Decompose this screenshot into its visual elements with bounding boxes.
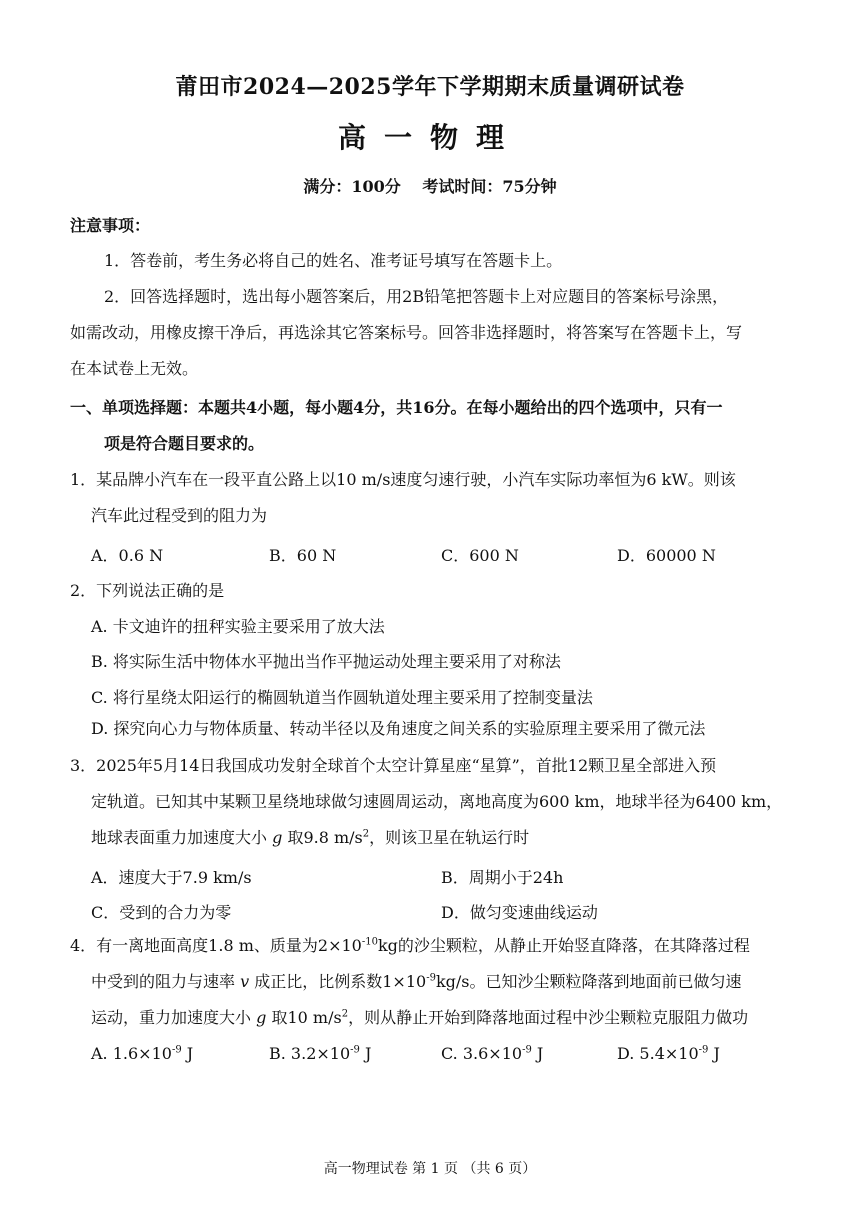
q4-d-exponent: -9 xyxy=(698,1044,709,1056)
q4-b-exponent: -9 xyxy=(350,1044,360,1056)
notice-item-1: 1．答卷前，考生务必将自己的姓名、准考证号填写在答题卡上。 xyxy=(104,251,563,270)
subject-title: 高一物理 xyxy=(337,121,522,154)
q4-symbol-v: v xyxy=(240,972,250,991)
page-footer: 高一物理试卷 第 1 页 （共 6 页） xyxy=(323,1161,537,1177)
q4-d-unit: J xyxy=(708,1044,720,1063)
q4-line3-text-a: 运动，重力加速度大小 xyxy=(91,1008,252,1027)
q4-line2-text-a: 中受到的阻力与速率 xyxy=(91,972,236,991)
question-4-line-2 xyxy=(91,972,742,992)
question-3-option-d: D．做匀变速曲线运动 xyxy=(441,903,598,922)
q4-c-mantissa: C. 3.6×10 xyxy=(441,1044,523,1063)
q4-line2-exponent: -9 xyxy=(426,972,436,984)
question-2-option-b: B. 将实际生活中物体水平抛出当作平抛运动处理主要采用了对称法 xyxy=(91,652,561,671)
question-4-option-b xyxy=(269,1044,371,1063)
question-2-option-c: C. 将行星绕太阳运行的椭圆轨道当作圆轨道处理主要采用了控制变量法 xyxy=(91,688,593,707)
q3-exponent: 2 xyxy=(362,828,370,840)
q4-c-unit: J xyxy=(531,1044,544,1063)
question-3-line-2: 定轨道。已知其中某颗卫星绕地球做匀速圆周运动，离地高度为600 km，地球半径为6400 km， xyxy=(91,792,783,811)
question-2-option-d: D. 探究向心力与物体质量、转动半径以及角速度之间关系的实验原理主要采用了微元法 xyxy=(91,719,706,738)
q4-line1-text-a: 4．有一离地面高度1.8 m、质量为2×10 xyxy=(70,936,362,955)
question-4-option-c xyxy=(441,1044,543,1063)
question-3-line-3 xyxy=(91,828,529,848)
notice-item-2-line-2: 如需改动，用橡皮擦干净后，再选涂其它答案标号。回答非选择题时，将答案写在答题卡上，写 xyxy=(70,323,743,342)
question-4-option-d xyxy=(617,1044,720,1063)
notice-heading: 注意事项： xyxy=(70,216,151,235)
notice-item-2-line-3: 在本试卷上无效。 xyxy=(70,359,199,378)
q4-line3-text-b: 取10 m/s xyxy=(271,1008,342,1027)
q3-line3-text-c: ，则该卫星在轨运行时 xyxy=(369,828,530,847)
q4-symbol-g: g xyxy=(256,1008,267,1027)
section-1-heading-line-2: 项是符合题目要求的。 xyxy=(104,434,265,453)
q4-line3-text-c: ，则从静止开始到降落地面过程中沙尘颗粒克服阻力做功 xyxy=(348,1008,749,1027)
q3-symbol-g: g xyxy=(272,828,283,847)
q4-line2-text-c: kg/s。已知沙尘颗粒降落到地面前已做匀速 xyxy=(435,972,742,991)
question-1-option-a: A．0.6 N xyxy=(91,546,164,565)
question-3-option-b: B．周期小于24h xyxy=(441,868,564,887)
q3-line3-text-b: 取9.8 m/s xyxy=(287,828,363,847)
q4-d-mantissa: D. 5.4×10 xyxy=(617,1044,699,1063)
q4-line1-exponent: -10 xyxy=(361,936,378,948)
exam-time: 考试时间：75分钟 xyxy=(422,177,557,196)
q4-a-exponent: -9 xyxy=(171,1044,182,1056)
question-2-option-a: A. 卡文迪许的扭秤实验主要采用了放大法 xyxy=(91,617,385,636)
exam-title: 莆田市2024—2025学年下学期期末质量调研试卷 xyxy=(175,74,685,100)
question-4-option-a xyxy=(91,1044,193,1063)
question-3-option-c: C．受到的合力为零 xyxy=(91,903,232,922)
question-1-option-b: B．60 N xyxy=(269,546,337,565)
q4-a-mantissa: A. 1.6×10 xyxy=(91,1044,172,1063)
q4-line1-text-b: kg的沙尘颗粒，从静止开始竖直降落，在其降落过程 xyxy=(377,936,750,955)
q4-a-unit: J xyxy=(181,1044,194,1063)
question-4-line-3 xyxy=(91,1008,748,1028)
question-4-line-1 xyxy=(70,936,750,956)
question-1-option-d: D．60000 N xyxy=(617,546,716,565)
notice-item-2-line-1: 2．回答选择题时，选出每小题答案后，用2B铅笔把答题卡上对应题目的答案标号涂黑， xyxy=(104,287,729,306)
q4-b-unit: J xyxy=(359,1044,372,1063)
question-1-line-1: 1．某品牌小汽车在一段平直公路上以10 m/s速度匀速行驶，小汽车实际功率恒为6 kW。则该 xyxy=(70,470,736,489)
question-3-line-1: 3．2025年5月14日我国成功发射全球首个太空计算星座“星算”，首批12颗卫星全部进入预 xyxy=(70,756,717,775)
q3-line3-text-a: 地球表面重力加速度大小 xyxy=(91,828,268,847)
q4-line2-text-b: 成正比，比例系数1×10 xyxy=(254,972,427,991)
q4-line3-exponent: 2 xyxy=(341,1008,349,1020)
q4-c-exponent: -9 xyxy=(522,1044,532,1056)
question-3-option-a: A．速度大于7.9 km/s xyxy=(91,868,252,887)
question-1-option-c: C．600 N xyxy=(441,546,519,565)
question-2-stem: 2．下列说法正确的是 xyxy=(70,581,225,600)
question-1-line-2: 汽车此过程受到的阻力为 xyxy=(91,506,268,525)
q4-b-mantissa: B. 3.2×10 xyxy=(269,1044,351,1063)
section-1-heading-line-1: 一、单项选择题：本题共4小题，每小题4分，共16分。在每小题给出的四个选项中，只有一 xyxy=(70,398,723,417)
full-score: 满分：100分 xyxy=(303,177,401,196)
exam-meta xyxy=(0,174,860,197)
